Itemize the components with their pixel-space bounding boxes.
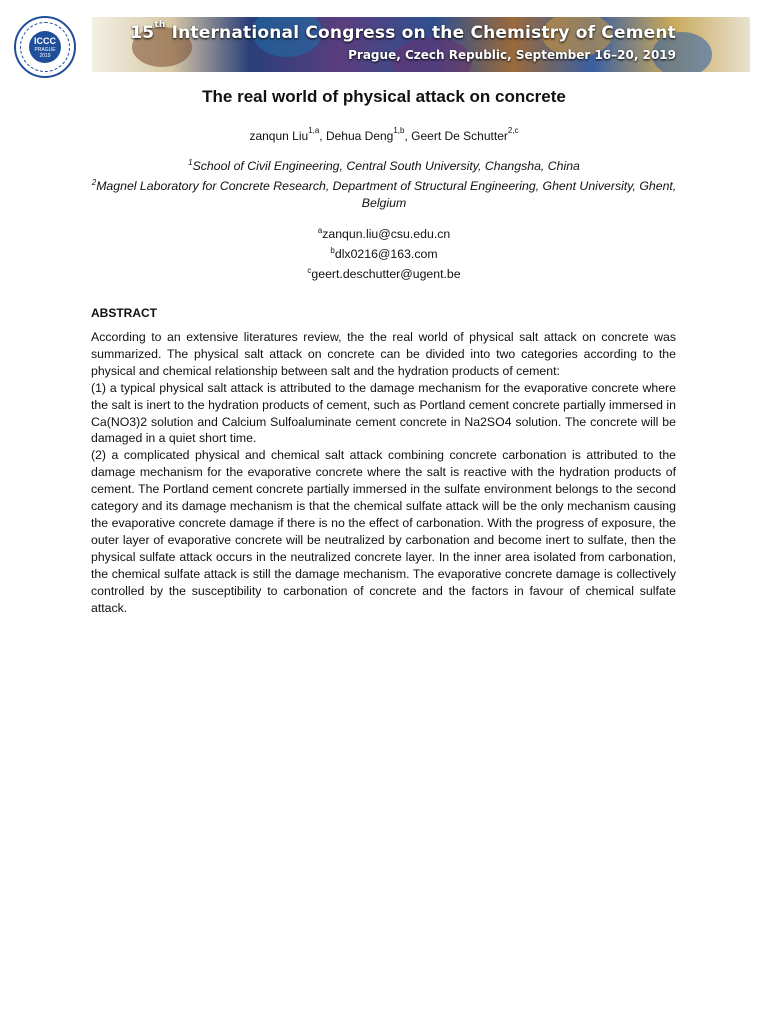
abstract-paragraph: (1) a typical physical salt attack is attributed to the damage mechanism for the evaporative concrete where the salt is inert to the hydration products of cement, such as Portland cement concrete partially immersed in Ca(NO3)2 solution and Calcium Sulfoaluminate cement concrete in Na2SO4 solution. The concrete will be damaged in a quiet short time.	[91, 380, 676, 446]
banner-title: 15th International Congress on the Chemistry of Cement	[130, 20, 676, 43]
logo-sub-text: PRAGUE	[34, 47, 56, 53]
author-name: zanqun Liu	[249, 129, 309, 143]
author-sup: 1,a	[308, 126, 320, 135]
author-sup: 1,b	[393, 126, 405, 135]
conference-banner	[92, 17, 750, 72]
banner-subtitle: Prague, Czech Republic, September 16–20, 2019	[348, 48, 676, 62]
affiliation-1: $^1$School of Civil Engineering, Central South University, Changsha, China	[188, 158, 580, 173]
iccc-logo	[14, 16, 76, 78]
abstract-body	[91, 329, 676, 616]
abstract-paragraph: According to an extensive literatures review, the the real world of physical salt attack on concrete was summarized. The physical salt attack on concrete can be divided into two categories according to the physical and chemical relationship between salt and the hydration products of cement:	[91, 330, 676, 378]
logo-main-text: ICCC	[34, 36, 56, 46]
conference-header	[0, 14, 768, 72]
paper-title: The real world of physical attack on concrete	[202, 87, 566, 106]
logo-core	[29, 31, 61, 63]
author-name: Geert De Schutter	[411, 129, 508, 143]
email-line: $^a$zanqun.liu@csu.edu.cn	[317, 226, 451, 241]
email-line: $^b$dlx0216@163.com	[330, 246, 438, 261]
author-sup: 2,c	[507, 126, 519, 135]
author-name: Dehua Deng	[325, 129, 394, 143]
email-line: $^c$geert.deschutter@ugent.be	[307, 266, 461, 281]
author-list: zanqun Liu$^{1,a}$, Dehua Deng$^{1,b}$, Geert De Schutter$^{2,c}$	[249, 126, 519, 143]
email-list	[0, 224, 768, 284]
logo-year-text: 2019	[39, 53, 51, 59]
abstract-paragraph: (2) a complicated physical and chemical salt attack combining concrete carbonation is attributed to the damage mechanism for the evaporative concrete where the salt is reactive with the hydration products of cement. The Portland cement concrete partially immersed in the sulfate environment belongs to the second category and its damage mechanism is that the chemical sulfate attack will be the only mechanism causing the evaporative concrete damage if there is no the effect of carbonation. With the progress of exposure, the outer layer of evaporative concrete will be neutralized by carbonation and become inert to sulfate, then the physical sulfate attack occurs in the neutralized concrete layer. In the inner area isolated from carbonation, the chemical sulfate attack is still the damage mechanism. The evaporative concrete damage is collectively controlled by the susceptibility to carbonation of concrete and the factors in favour of chemical sulfate attack.	[91, 448, 676, 615]
affiliation-2: $^2$Magnel Laboratory for Concrete Research, Department of Structural Engineering, Ghent University, Ghent, Belgium	[91, 178, 677, 210]
abstract-heading: ABSTRACT	[91, 306, 157, 320]
